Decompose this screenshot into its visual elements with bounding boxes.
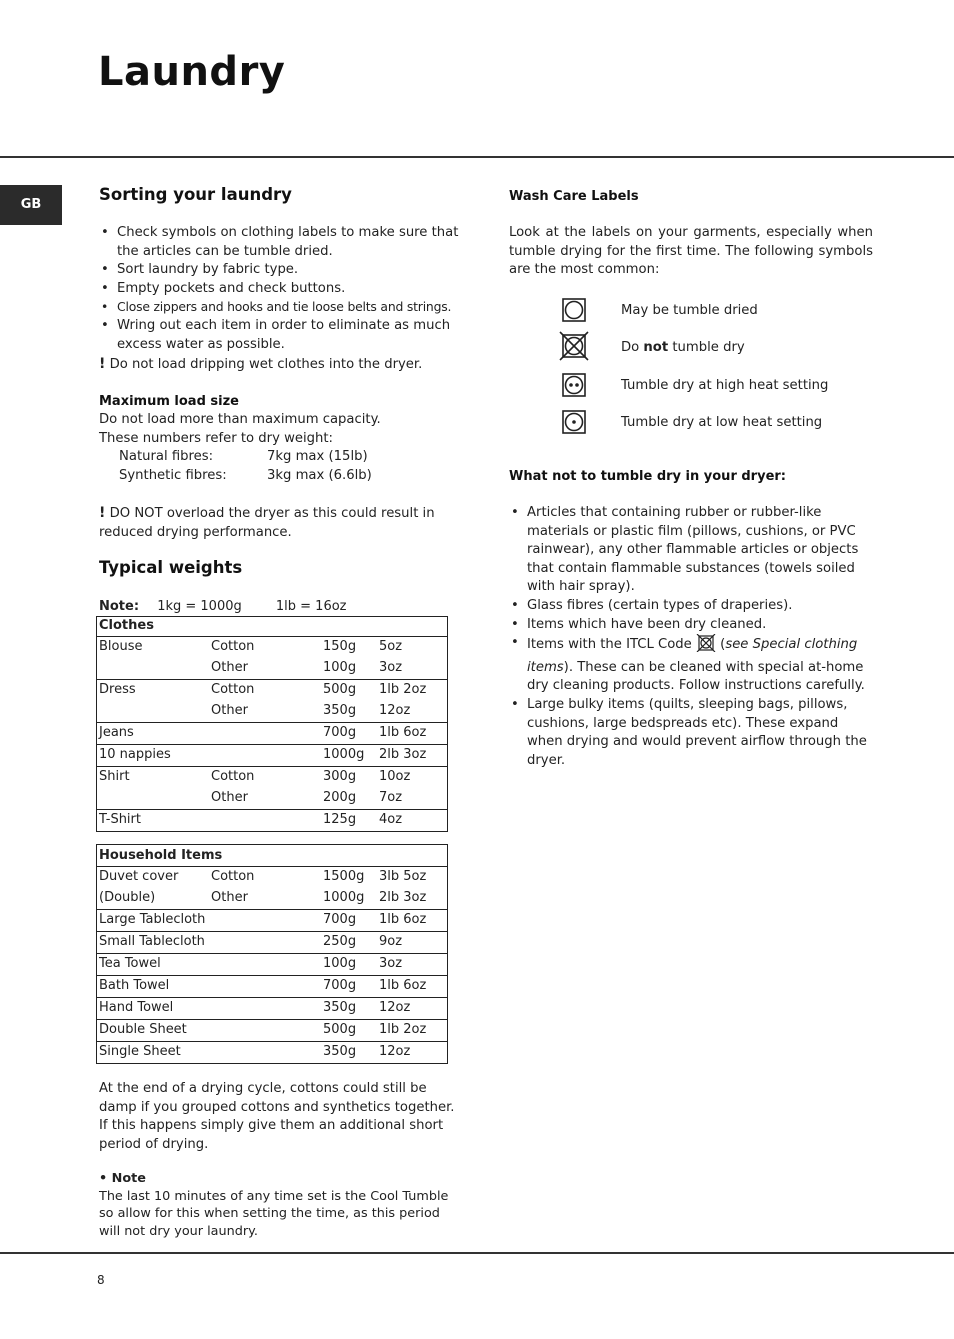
list-item: • Items which have been dry cleaned. [509,616,871,635]
table-cell: Cotton [209,637,321,659]
low-heat-label: Tumble dry at low heat setting [621,415,823,430]
warning-text: DO NOT overload the dryer as this could result in reduced drying performance. [99,506,435,540]
table-cell: 1lb 2oz [377,680,448,702]
page-number: 8 [97,1273,105,1287]
do-not-tumble-dry-label [621,339,745,358]
clothes-table [96,616,448,832]
table-cell: Dress [97,680,210,702]
synthetic-fibres-value: 3kg max (6.6lb) [267,467,372,483]
table-cell: 1000g [321,745,377,767]
list-item: • Empty pockets and check buttons. [99,280,459,299]
item-text: ). These can be cleaned with special at-home dry cleaning products. Follow instructions carefully. [527,659,865,694]
table-cell: 2lb 3oz [379,890,427,906]
household-table [96,844,448,1064]
table-cell: 4oz [377,810,448,832]
itcl-code-icon [696,634,716,659]
language-tab: GB [0,185,62,225]
table-cell: 10 nappies [97,745,210,767]
table-cell: Small Tablecloth [97,932,322,954]
table-cell: 125g [321,810,377,832]
table-cell [209,810,321,832]
list-item: • Close zippers and hooks and tie loose belts and strings. [99,298,459,317]
not-to-dry-list [509,504,871,770]
bottom-rule [0,1252,954,1254]
item-text: ( [715,637,726,653]
page-title: Laundry [98,49,286,95]
table-cell: Large Tablecloth [97,910,322,932]
max-load-line2: These numbers refer to dry weight: [99,430,333,446]
table-cell: 100g [323,660,357,676]
table-cell: 3oz [379,660,403,676]
table-cell: 150g [321,637,377,659]
cool-tumble-note [99,1170,457,1240]
table-cell: (Double) [99,890,156,906]
table-cell: 700g [321,723,377,745]
table-cell: 1lb 6oz [377,723,448,745]
note-label: Note: [99,599,140,614]
table-cell: Double Sheet [97,1020,322,1042]
wash-care-intro: Look at the labels on your garments, especially when tumble drying for the first time. The following symbols are the most common: [509,225,873,278]
table-cell: 12oz [377,1042,448,1064]
item-text: Items with the ITCL Code [527,637,692,653]
table-header: Household Items [99,848,223,864]
table-cell: 7oz [379,790,403,806]
table-cell: 500g [321,680,377,702]
table-cell: Duvet cover [97,867,210,889]
weights-note [99,598,347,617]
cycle-end-paragraph: At the end of a drying cycle, cottons could still be damp if you grouped cottons and synthetics together. If this happens simply give them an additional short period of drying. [99,1081,455,1152]
table-cell: 2lb 3oz [377,745,448,767]
table-cell: 100g [321,954,377,976]
label-text: Do [621,340,644,355]
max-load-line1: Do not load more than maximum capacity. [99,412,381,427]
table-cell: Cotton [209,867,321,889]
table-cell: Cotton [209,767,321,789]
sorting-list [99,224,459,354]
low-heat-icon [562,410,586,441]
table-header: Clothes [99,618,154,634]
table-cell: 350g [321,1042,377,1064]
list-item: • Sort laundry by fabric type. [99,261,459,280]
list-item: • Large bulky items (quilts, sleeping bags, pillows, cushions, large bedspreads etc). These expand when drying and would prevent airflow through the dryer. [509,696,871,770]
table-cell: Tea Towel [97,954,322,976]
table-cell [209,723,321,745]
table-cell: 1lb 6oz [377,910,448,932]
list-item: • Glass fibres (certain types of draperies). [509,597,871,616]
table-cell: 700g [321,910,377,932]
table-cell: 1lb 6oz [377,976,448,998]
do-not-tumble-dry-icon [559,331,589,368]
table-cell: Other [211,660,248,676]
table-cell: 300g [321,767,377,789]
high-heat-label: Tumble dry at high heat setting [621,378,829,393]
table-cell: 9oz [377,932,448,954]
note-label: • Note [99,1171,146,1186]
table-cell: 500g [321,1020,377,1042]
table-cell: 1000g [323,890,365,906]
sorting-warning [99,355,459,375]
max-load-heading: Maximum load size [99,394,239,409]
natural-fibres-value: 7kg max (15lb) [267,449,368,465]
table-cell: Other [211,890,248,906]
table-cell: Other [211,703,248,719]
table-cell: T-Shirt [97,810,210,832]
table-cell: Cotton [209,680,321,702]
note-lb: 1lb = 16oz [275,599,347,614]
table-cell: 200g [323,790,357,806]
table-cell: 5oz [377,637,448,659]
high-heat-icon [562,373,586,404]
table-cell: 700g [321,976,377,998]
top-rule [0,156,954,158]
table-cell: 250g [321,932,377,954]
table-cell: Blouse [97,637,210,659]
tumble-dry-label: May be tumble dried [621,303,758,318]
not-to-dry-heading: What not to tumble dry in your dryer: [509,469,786,484]
table-cell: 10oz [377,767,448,789]
label-text: tumble dry [668,340,745,355]
table-cell: 12oz [379,703,411,719]
list-item: • Wring out each item in order to eliminate as much excess water as possible. [99,317,459,354]
synthetic-fibres-label: Synthetic fibres: [119,467,227,483]
sorting-heading: Sorting your laundry [99,185,292,204]
note-kg: 1kg = 1000g [157,599,242,614]
table-cell: 350g [323,703,357,719]
warning-mark: ! [99,356,106,372]
item-italic: see Special clothing items [527,637,858,675]
table-cell: Shirt [97,767,210,789]
max-load-body [99,411,459,485]
list-item [509,634,871,696]
table-cell: 12oz [377,998,448,1020]
label-bold: not [643,340,669,355]
table-cell: Jeans [97,723,210,745]
list-item: • Articles that containing rubber or rubber-like materials or plastic film (pillows, cushions, or PVC rainwear), any other flammable articles or objects that contain flammable substances (towels soiled with hair spray). [509,504,871,597]
table-cell: Bath Towel [97,976,322,998]
list-item: • Check symbols on clothing labels to make sure that the articles can be tumble dried. [99,224,459,261]
typical-weights-heading: Typical weights [99,558,243,577]
table-cell: Hand Towel [97,998,322,1020]
table-cell: 3lb 5oz [377,867,448,889]
table-cell: 350g [321,998,377,1020]
table-cell: 3oz [377,954,448,976]
natural-fibres-label: Natural fibres: [119,449,214,465]
table-cell [209,745,321,767]
table-cell: Other [211,790,248,806]
tumble-dry-icon [562,298,586,329]
table-cell: Single Sheet [97,1042,322,1064]
overload-warning [99,504,449,542]
table-cell: 1lb 2oz [377,1020,448,1042]
warning-mark: ! [99,505,106,521]
warning-text: Do not load dripping wet clothes into the dryer. [109,357,423,372]
note-text: The last 10 minutes of any time set is the Cool Tumble so allow for this when setting the time, as this period will not dry your laundry. [99,1188,449,1239]
table-cell: 1500g [321,867,377,889]
wash-care-heading: Wash Care Labels [509,189,639,204]
